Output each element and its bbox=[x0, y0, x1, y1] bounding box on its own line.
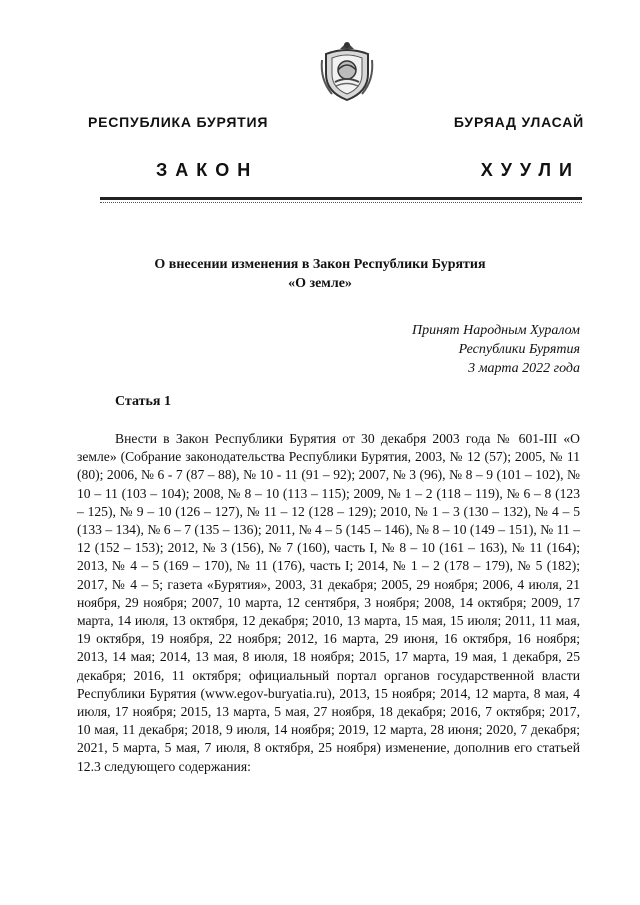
article-heading: Статья 1 bbox=[115, 394, 171, 409]
law-title-line-1: О внесении изменения в Закон Республики Бурятия bbox=[154, 257, 486, 272]
law-title bbox=[60, 255, 580, 293]
adoption-note-line-2: Республики Бурятия bbox=[458, 342, 580, 357]
law-label-buryat: ХУУЛИ bbox=[480, 160, 580, 180]
law-title-line-2: «О земле» bbox=[288, 276, 352, 291]
adoption-note-line-1: Принят Народным Хуралом bbox=[411, 323, 580, 338]
adoption-note bbox=[412, 321, 580, 378]
law-label-russian: ЗАКОН bbox=[156, 160, 259, 180]
article-body: Внести в Закон Республики Бурятия от 30 декабря 2003 года № 601-III «О земле» (Собрание законодательства Республики Бурятия, 2003, № 12 (57); 2005, № 11 (80); 2006, № 6 - 7 (87 – 88), № 10 - 11 (91 – 92); 2007, № 3 (96), № 8 – 9 (101 – 102), № 10 – 11 (103 – 104); 2008, № 8 – 10 (113 – 115); 2009, № 1 – 2 (118 – 119), № 6 – 8 (123 – 125), № 9 – 10 (126 – 127), № 11 – 12 (128 – 129); 2010, № 1 – 3 (130 – 132), № 4 – 5 (133 – 134), № 6 – 7 (135 – 136); 2011, № 4 – 5 (145 – 146), № 8 – 10 (149 – 151), № 11 – 12 (152 – 153); 2012, № 3 (156), № 7 (160), часть I, № 8 – 10 (161 – 163), № 11 (164); 2013, № 4 – 5 (169 – 170), № 11 (176), часть I; 2014, № 1 – 2 (178 – 179), № 5 (182); 2017, № 4 – 5; газета «Бурятия», 2003, 31 декабря; 2005, 29 ноября; 2006, 4 июля, 21 ноября, 29 ноября; 2007, 10 марта, 12 сентября, 3 ноября; 2008, 14 октября; 2009, 17 марта, 14 июля, 13 октября, 12 декабря; 2010, 13 марта, 15 мая, 15 июля; 2011, 11 мая, 19 октября, 19 ноября, 22 ноября; 2012, 16 марта, 29 июня, 16 октября, 16 ноября; 2013, 14 мая; 2014, 13 мая, 8 июля, 18 ноября; 2015, 17 марта, 19 мая, 1 декабря, 25 декабря; 2016, 11 октября; официальный портал органов государственной власти Республики Бурятия (www.egov-buryatia.ru), 2013, 15 ноября; 2014, 12 марта, 8 мая, 4 июля, 17 ноября; 2015, 13 марта, 5 мая, 27 ноября, 18 декабря; 2016, 7 октября; 2017, 10 мая, 11 декабря; 2018, 9 июля, 14 ноября; 2019, 12 марта, 28 июня; 2020, 7 декабря; 2021, 5 марта, 5 мая, 7 июля, 8 октября, 25 ноября) изменение, дополнив его статьей 12.3 следующего содержания: bbox=[77, 431, 580, 774]
republic-name-buryat: БУРЯАД УЛАСАЙ bbox=[453, 114, 584, 130]
header-divider-thick bbox=[100, 197, 582, 200]
coat-of-arms-icon bbox=[318, 40, 376, 104]
republic-name-russian: РЕСПУБЛИКА БУРЯТИЯ bbox=[88, 114, 269, 130]
adoption-date: 3 марта 2022 года bbox=[468, 361, 580, 376]
header-divider-thin bbox=[100, 202, 582, 203]
